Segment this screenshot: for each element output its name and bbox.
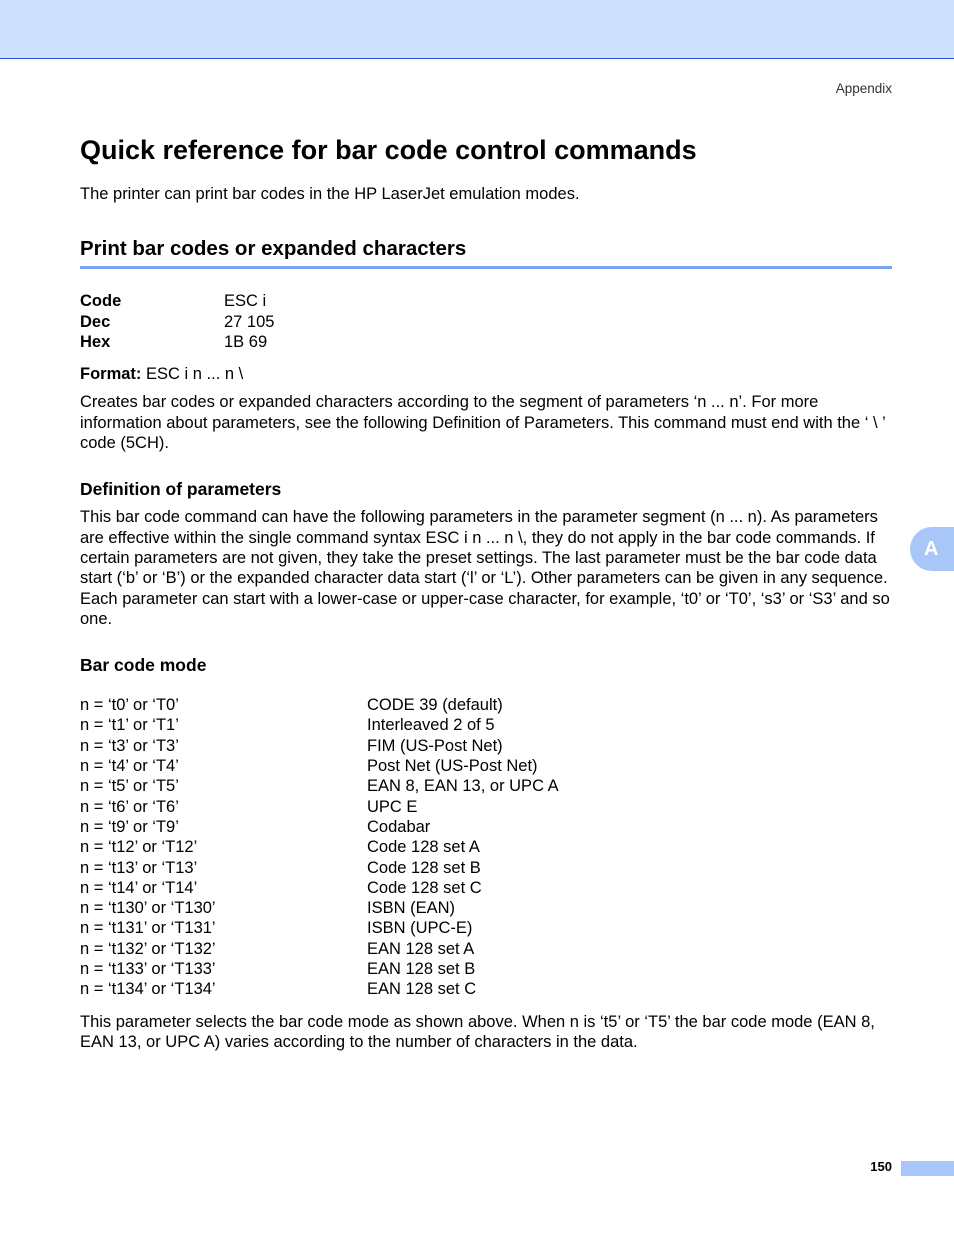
definition-heading: Definition of parameters bbox=[80, 479, 282, 500]
barcode-mode-row bbox=[80, 858, 892, 878]
barcode-mode-parameter: n = ‘t132’ or ‘T132’ bbox=[80, 939, 216, 958]
closing-paragraph: This parameter selects the bar code mode as shown above. When n is ‘t5’ or ‘T5’ the bar code mode (EAN 8, EAN 13, or UPC A) varies according to the number of characters in the data. bbox=[80, 1012, 875, 1051]
barcode-mode-parameter: n = ‘t6’ or ‘T6’ bbox=[80, 797, 179, 816]
barcode-mode-row bbox=[80, 837, 892, 857]
page-content bbox=[80, 133, 892, 1052]
barcode-mode-value: Code 128 set A bbox=[367, 838, 480, 857]
barcode-mode-value: EAN 128 set C bbox=[367, 980, 477, 999]
barcode-mode-row bbox=[80, 898, 892, 918]
definition-paragraph: This bar code command can have the following parameters in the parameter segment (n ... n). As parameters are effective within the single command syntax ESC i n ... n \, they do not apply in the bar code commands. If certain parameters are not given, they take the preset settings. The last parameter must be the bar code data start (‘b’ or ‘B’) or the expanded character data start (‘l’ or ‘L’). Other parameters can be given in any sequence. Each parameter can start with a lower-case or upper-case character, for example, ‘t0’ or ‘T0’, ‘s3’ or ‘S3’ and so one. bbox=[80, 508, 890, 628]
appendix-side-tab: A bbox=[910, 527, 954, 571]
barcode-mode-value: EAN 128 set A bbox=[367, 939, 475, 958]
command-row-hex bbox=[80, 332, 892, 352]
barcode-mode-row bbox=[80, 817, 892, 837]
page-title: Quick reference for bar code control commands bbox=[80, 135, 697, 165]
barcode-mode-value: Post Net (US-Post Net) bbox=[367, 757, 538, 776]
barcode-mode-parameter: n = ‘t134’ or ‘T134’ bbox=[80, 980, 216, 999]
intro-paragraph: The printer can print bar codes in the HP LaserJet emulation modes. bbox=[80, 185, 580, 203]
barcode-mode-row bbox=[80, 715, 892, 735]
barcode-mode-row bbox=[80, 939, 892, 959]
command-description: Creates bar codes or expanded characters according to the segment of parameters ‘n ... n’. For more information about parameters, see the following Definition of Parameters. This command must end with the ‘ \ ’ code (5CH). bbox=[80, 393, 886, 453]
command-key: Code bbox=[80, 292, 122, 311]
barcode-mode-value: UPC E bbox=[367, 797, 418, 816]
header-band bbox=[0, 0, 954, 59]
command-key: Hex bbox=[80, 332, 111, 351]
barcode-mode-value: Code 128 set C bbox=[367, 878, 482, 897]
barcode-mode-parameter: n = ‘t1’ or ‘T1’ bbox=[80, 716, 179, 735]
barcode-mode-value: CODE 39 (default) bbox=[367, 696, 503, 715]
barcode-mode-parameter: n = ‘t5’ or ‘T5’ bbox=[80, 777, 179, 796]
command-row-code bbox=[80, 291, 892, 311]
barcode-mode-value: FIM (US-Post Net) bbox=[367, 736, 503, 755]
barcode-mode-row bbox=[80, 756, 892, 776]
page-number-bar bbox=[901, 1161, 954, 1176]
command-row-dec bbox=[80, 312, 892, 332]
barcode-mode-value: Code 128 set B bbox=[367, 858, 481, 877]
barcode-mode-parameter: n = ‘t12’ or ‘T12’ bbox=[80, 838, 198, 857]
command-value: 27 105 bbox=[224, 312, 275, 331]
barcode-mode-parameter: n = ‘t4’ or ‘T4’ bbox=[80, 757, 179, 776]
barcode-mode-parameter: n = ‘t14’ or ‘T14’ bbox=[80, 878, 198, 897]
barcode-mode-parameter: n = ‘t0’ or ‘T0’ bbox=[80, 696, 179, 715]
section-heading: Print bar codes or expanded characters bbox=[80, 236, 892, 269]
barcode-mode-row bbox=[80, 776, 892, 796]
barcode-mode-row bbox=[80, 959, 892, 979]
barcode-mode-value: ISBN (EAN) bbox=[367, 899, 456, 918]
barcode-mode-value: ISBN (UPC-E) bbox=[367, 919, 473, 938]
barcode-mode-row bbox=[80, 736, 892, 756]
barcode-mode-row bbox=[80, 695, 892, 715]
command-value: ESC i bbox=[224, 292, 267, 311]
barcode-mode-table bbox=[80, 695, 892, 999]
barcode-mode-parameter: n = ‘t130’ or ‘T130’ bbox=[80, 899, 216, 918]
barcode-mode-row bbox=[80, 797, 892, 817]
command-value: 1B 69 bbox=[224, 332, 268, 351]
barcode-mode-parameter: n = ‘t133’ or ‘T133’ bbox=[80, 960, 216, 979]
page-number: 150 bbox=[870, 1159, 892, 1174]
command-key: Dec bbox=[80, 312, 111, 331]
barcode-mode-row bbox=[80, 878, 892, 898]
format-line bbox=[80, 364, 892, 384]
command-table bbox=[80, 291, 892, 352]
barcode-mode-value: EAN 128 set B bbox=[367, 960, 476, 979]
barcode-mode-parameter: n = ‘t13’ or ‘T13’ bbox=[80, 858, 198, 877]
barcode-mode-row bbox=[80, 979, 892, 999]
barcode-mode-value: Interleaved 2 of 5 bbox=[367, 716, 495, 735]
running-head: Appendix bbox=[835, 81, 892, 96]
format-label: Format: bbox=[80, 365, 142, 384]
barcode-mode-row bbox=[80, 918, 892, 938]
format-value: ESC i n ... n \ bbox=[141, 365, 244, 384]
barcode-mode-value: Codabar bbox=[367, 817, 431, 836]
barcode-mode-parameter: n = ‘t9’ or ‘T9’ bbox=[80, 817, 179, 836]
barcode-mode-value: EAN 8, EAN 13, or UPC A bbox=[367, 777, 559, 796]
barcode-mode-parameter: n = ‘t3’ or ‘T3’ bbox=[80, 736, 179, 755]
barcode-mode-heading: Bar code mode bbox=[80, 655, 207, 676]
barcode-mode-parameter: n = ‘t131’ or ‘T131’ bbox=[80, 919, 216, 938]
